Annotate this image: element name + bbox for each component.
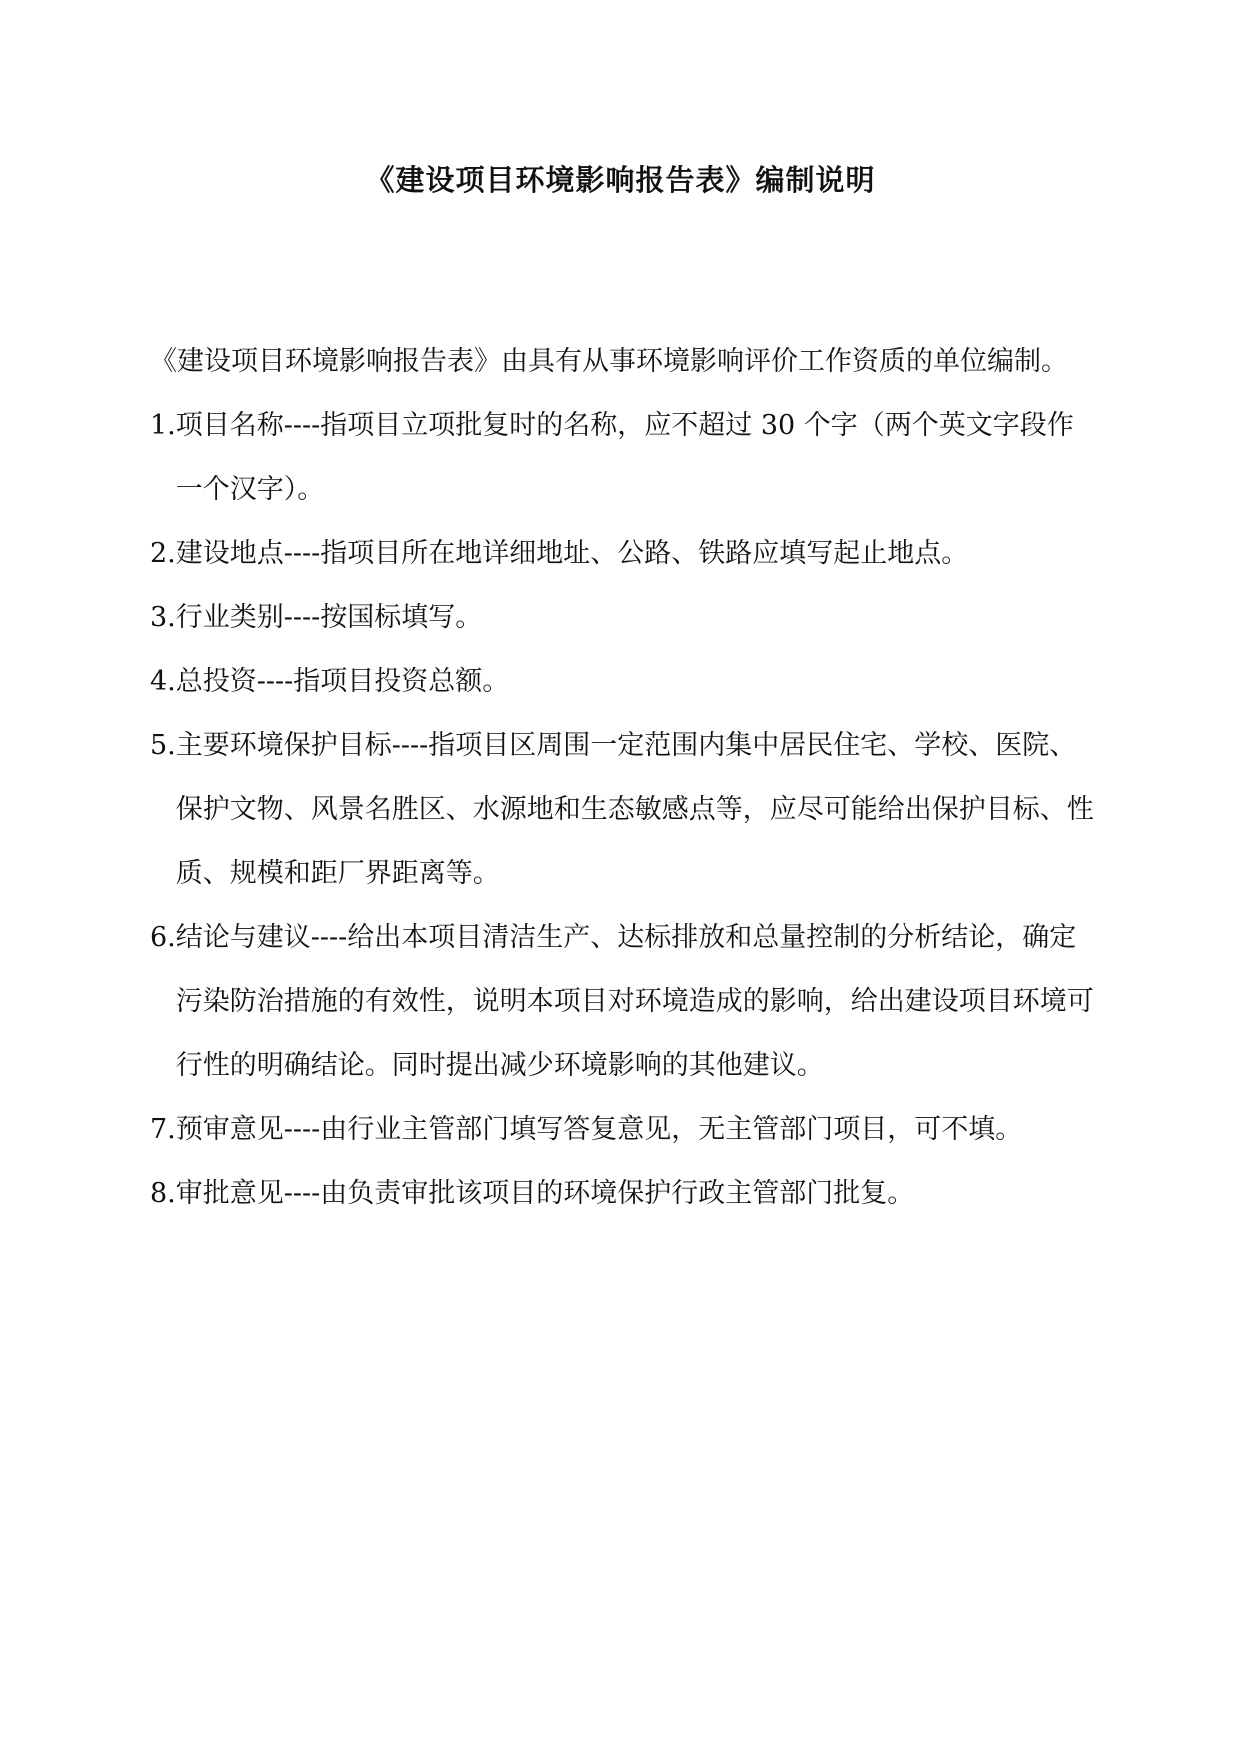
list-item-text: 总投资----指项目投资总额。 xyxy=(175,666,510,697)
list-item-text: 审批意见----由负责审批该项目的环境保护行政主管部门批复。 xyxy=(175,1178,915,1209)
document-body xyxy=(150,330,1100,1226)
list-item-number: 6. xyxy=(150,922,176,953)
list-item-number: 8. xyxy=(150,1178,176,1209)
list-item-number: 4. xyxy=(150,666,176,697)
list-item-text: 预审意见----由行业主管部门填写答复意见，无主管部门项目，可不填。 xyxy=(175,1114,1023,1145)
list-item-number: 5. xyxy=(150,730,176,761)
list-item-number: 1. xyxy=(150,410,176,441)
list-item-text: 结论与建议----给出本项目清洁生产、达标排放和总量控制的分析结论，确定污染防治措施的有效性，说明本项目对环境造成的影响，给出建设项目环境可行性的明确结论。同时提出减少环境影响的其他建议。 xyxy=(175,922,1094,1081)
list-item-1 xyxy=(150,394,1100,522)
list-item-4 xyxy=(150,650,1100,714)
list-item-number: 3. xyxy=(150,602,176,633)
list-item-8 xyxy=(150,1162,1100,1226)
list-item-5 xyxy=(150,714,1100,906)
list-item-number: 7. xyxy=(150,1114,176,1145)
list-item-text: 建设地点----指项目所在地详细地址、公路、铁路应填写起止地点。 xyxy=(175,538,969,569)
list-item-3 xyxy=(150,586,1100,650)
document-title: 《建设项目环境影响报告表》编制说明 xyxy=(365,163,876,197)
list-item-number: 2. xyxy=(150,538,176,569)
list-item-6 xyxy=(150,906,1100,1098)
list-item-text: 行业类别----按国标填写。 xyxy=(175,602,483,633)
intro-paragraph: 《建设项目环境影响报告表》由具有从事环境影响评价工作资质的单位编制。 xyxy=(150,346,1068,377)
list-item-text: 主要环境保护目标----指项目区周围一定范围内集中居民住宅、学校、医院、保护文物、风景名胜区、水源地和生态敏感点等，应尽可能给出保护目标、性质、规模和距厂界距离等。 xyxy=(175,730,1094,889)
list-item-text: 项目名称----指项目立项批复时的名称，应不超过 30 个字（两个英文字段作一个汉字）。 xyxy=(175,410,1074,505)
list-item-7 xyxy=(150,1098,1100,1162)
list-item-2 xyxy=(150,522,1100,586)
